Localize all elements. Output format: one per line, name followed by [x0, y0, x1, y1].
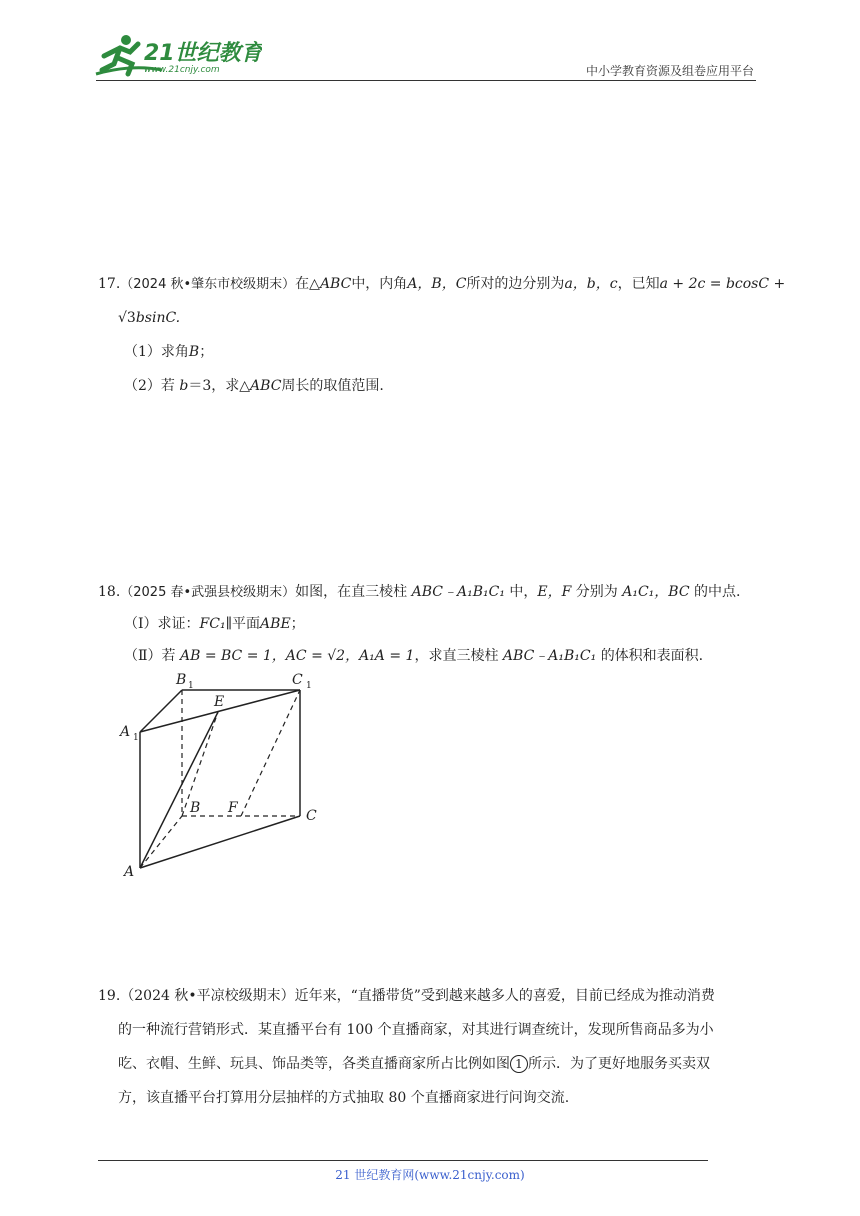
- header-platform-text: 中小学教育资源及组卷应用平台: [585, 64, 754, 78]
- label-b1: B: [176, 672, 187, 688]
- q17-sub2: （2）若 b＝3，求△ABC周长的取值范围.: [124, 378, 384, 394]
- q17-sub1: （1）求角B；: [124, 344, 214, 360]
- label-b: B: [190, 800, 201, 816]
- label-a1: A: [120, 724, 131, 740]
- q19-line3: 吃、衣帽、生鲜、玩具、饰品类等，各类直播商家所占比例如图 1 所示．为了更好地服务买卖双: [118, 1056, 710, 1072]
- svg-text:1: 1: [306, 681, 312, 691]
- q19-line4: 方，该直播平台打算用分层抽样的方式抽取 80 个直播商家进行问询交流.: [118, 1090, 570, 1106]
- prism-figure: [110, 668, 330, 880]
- q19-line2: 的一种流行营销形式．某直播平台有 100 个直播商家，对其进行调查统计，发现所售商品多为小: [118, 1022, 714, 1038]
- label-c1: C: [292, 672, 303, 688]
- q18-sub2: （Ⅱ）若 AB = BC = 1，AC = √2，A₁A = 1，求直三棱柱 ABC﹣A₁B₁C₁ 的体积和表面积.: [124, 648, 704, 664]
- header-divider: [96, 80, 756, 81]
- logo-text: 21世纪教育: [144, 41, 262, 66]
- site-logo: [92, 30, 262, 80]
- footer-divider: [98, 1160, 708, 1161]
- label-c: C: [306, 808, 317, 824]
- q17-stem-cont: √3bsinC.: [118, 310, 181, 326]
- logo-url: www.21cnjy.com: [144, 65, 220, 75]
- footer-link[interactable]: 21 世纪教育网(www.21cnjy.com): [335, 1168, 525, 1182]
- label-f: F: [228, 800, 238, 816]
- segment-ae: [140, 712, 218, 868]
- svg-text:1: 1: [188, 681, 194, 691]
- edge-ab: [140, 816, 182, 868]
- edge-ac: [140, 816, 300, 868]
- label-a: A: [124, 864, 135, 880]
- q18-sub1: （Ⅰ）求证：FC₁∥平面ABE；: [124, 616, 305, 632]
- label-e: E: [214, 694, 225, 710]
- runner-icon: [92, 30, 262, 80]
- figure-ref-circle: 1: [510, 1055, 528, 1073]
- q18-stem: 18.（2025 春•武强县校级期末）如图，在直三棱柱 ABC﹣A₁B₁C₁ 中，E，F 分别为 A₁C₁，BC 的中点.: [98, 584, 741, 600]
- q17-stem: 17.（2024 秋•肇东市校级期末）在△ABC中，内角A，B，C所对的边分别为a，b，c，已知a + 2c = bcosC +: [98, 276, 786, 292]
- edge-a1b1: [140, 690, 182, 732]
- segment-fc1: [241, 690, 300, 816]
- svg-text:1: 1: [133, 733, 139, 743]
- q19-line1: 19.（2024 秋•平凉校级期末）近年来，“直播带货”受到越来越多人的喜爱，目前已经成为推动消费: [98, 988, 715, 1004]
